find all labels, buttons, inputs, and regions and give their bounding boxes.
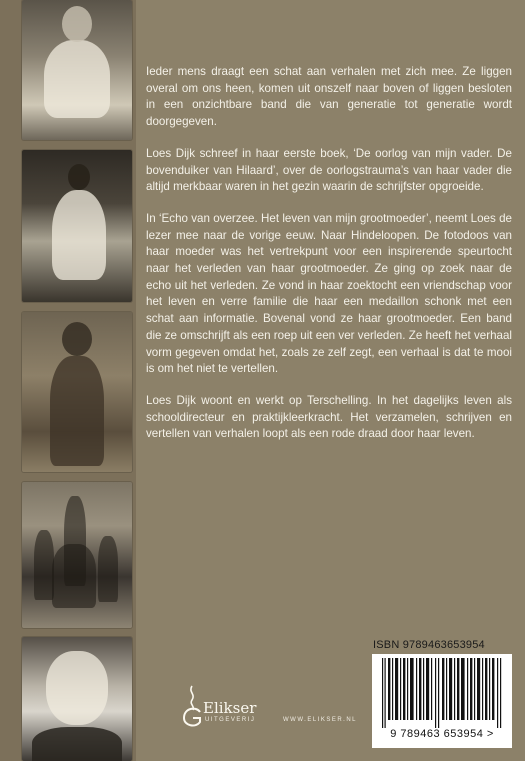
photo-child-in-dress bbox=[22, 150, 132, 302]
publisher-subtitle: UITGEVERIJ bbox=[205, 717, 256, 723]
blurb-paragraph-intro: Ieder mens draagt een schat aan verhalen met zich mee. Ze liggen overal om ons heen, komen uit onszelf naar boven of liggen besloten in een onzichtbare band die van generatie tot generatie wordt doorgegeven. bbox=[146, 65, 512, 129]
barcode-bars bbox=[380, 658, 504, 728]
photo-strip bbox=[0, 0, 136, 761]
isbn-label: ISBN 9789463653954 bbox=[373, 639, 485, 651]
barcode-digits: 9 789463 653954 > bbox=[390, 728, 494, 740]
blurb-text bbox=[146, 64, 512, 458]
blurb-paragraph-first-book: Loes Dijk schreef in haar eerste boek, ‘De oorlog van mijn vader. De bovenduiker van Hilaard’, over de oorlogstrauma’s van haar vader die altijd merkbaar waren in het gezin waarin de schrijfster opgroeide. bbox=[146, 146, 512, 194]
publisher-website: WWW.ELIKSER.NL bbox=[283, 717, 358, 723]
blurb-paragraph-echo: In ‘Echo van overzee. Het leven van mijn grootmoeder’, neemt Loes de lezer mee naar de vorige eeuw. Naar Hindeloopen. De fotodoos van haar moeder was het vertrekpunt voor een inspirerende speurtocht naar het verleden van haar grootmoeder. Ze ging op zoek naar de echo uit het verleden. Ze vond in haar zoektocht een vriendschap voor het leven en verre familie die haar een medaillon schonk met een schat aan informatie. Bovenal vond ze haar grootmoeder. Een band die ze omschrijft als een roep uit een ver verleden. Ze heeft het verhaal vorm gegeven omdat het, zoals ze zelf zegt, een verhaal is dat te mooi is om het niet te vertellen. bbox=[146, 211, 512, 376]
photo-family-portrait bbox=[22, 482, 132, 628]
blurb-paragraph-author: Loes Dijk woont en werkt op Terschelling. In het dagelijks leven als schooldirecteur en praktijkleerkracht. Het verzamelen, schrijven en vertellen van verhalen loopt als een rode draad door haar leven. bbox=[146, 393, 512, 441]
barcode bbox=[372, 654, 512, 748]
publisher-name: Elikser bbox=[203, 699, 257, 717]
photo-woman-traditional-costume bbox=[22, 312, 132, 472]
photo-elderly-woman bbox=[22, 637, 132, 761]
photo-baby-portrait bbox=[22, 0, 132, 140]
